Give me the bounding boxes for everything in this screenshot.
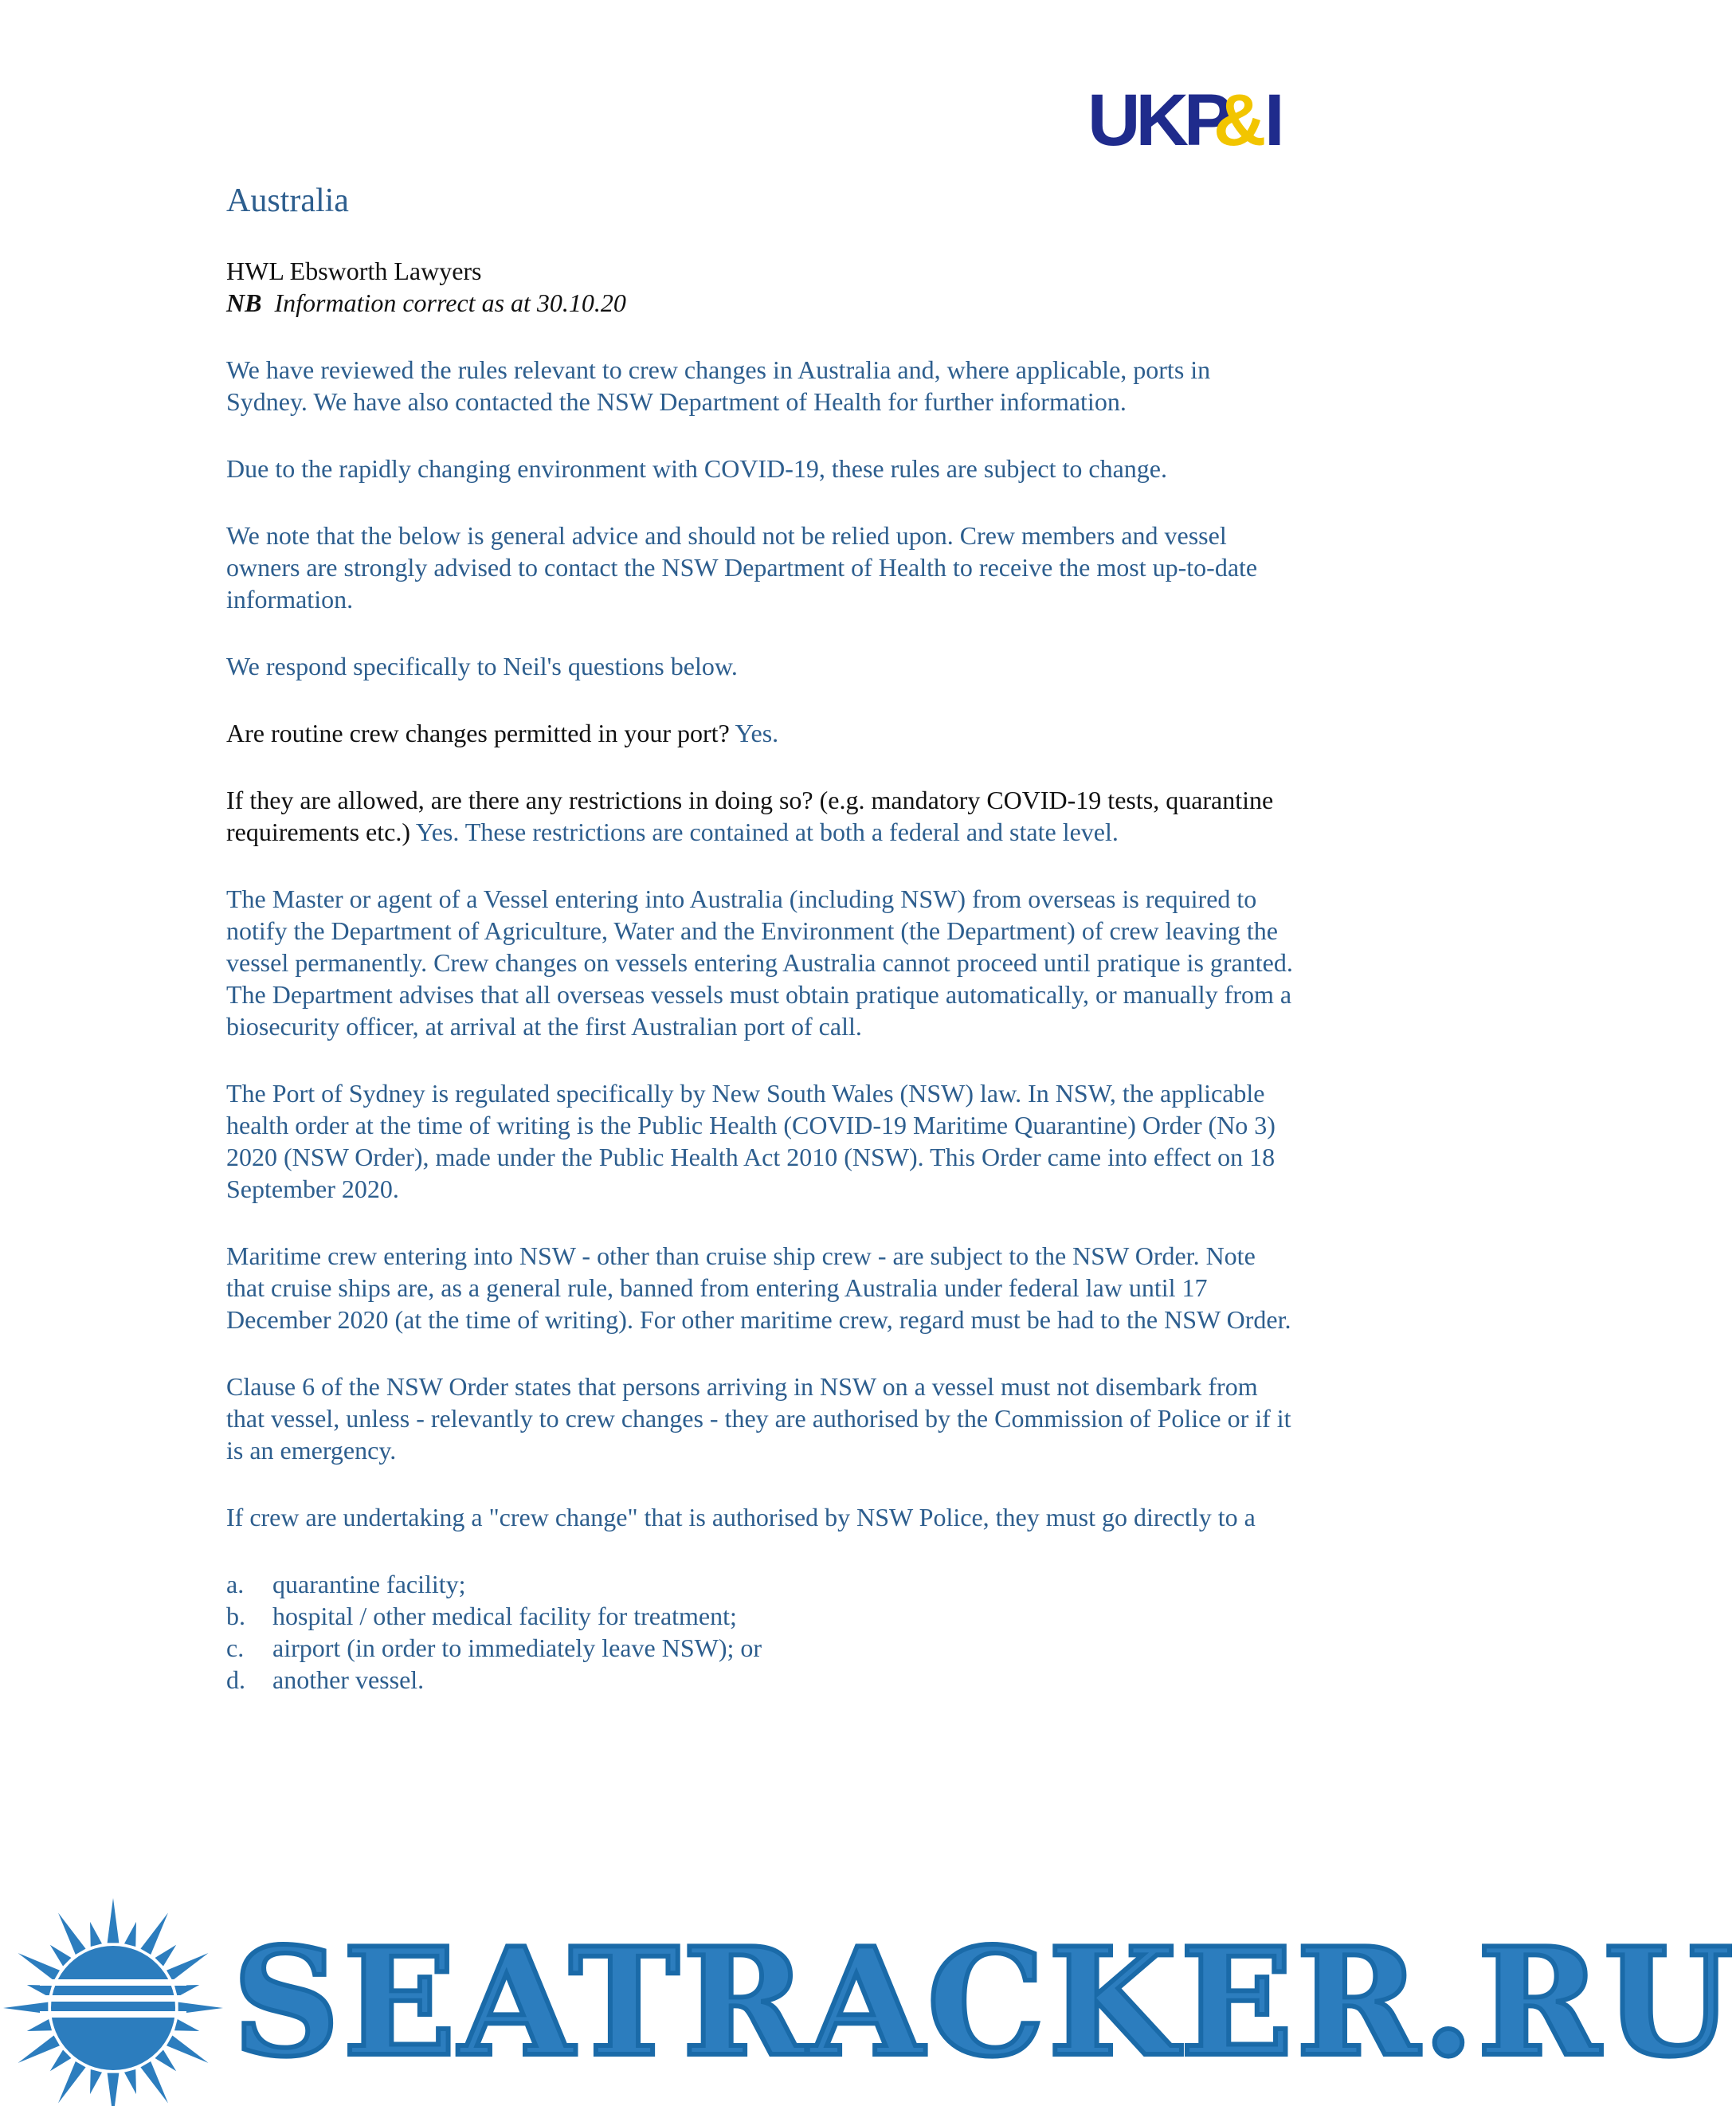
watermark [0,1896,1736,2106]
list-item-text: another vessel. [272,1665,425,1694]
sun-ray [140,2061,168,2103]
sun-ray [50,2050,72,2072]
sun-ray [108,2073,120,2106]
sun-ray [27,2019,52,2031]
paragraph-1: We have reviewed the rules relevant to crew changes in Australia and, where applicable, ports in Sydney. We have also contacted the NSW Department of Health for further information. [226,355,1211,416]
sun-icon [0,1896,227,2106]
firm-name: HWL Ebsworth Lawyers [226,257,482,285]
destination-list [226,1568,1294,1696]
sun-ray [58,2061,86,2103]
nb-line [226,287,1294,319]
paragraph-8: Clause 6 of the NSW Order states that persons arriving in NSW on a vessel must not disembark from that vessel, unless - relevantly to crew changes - they are authorised by the Commission of Police or if it is an emergency. [226,1372,1291,1465]
sun-ray [90,1922,102,1947]
paragraph-3: We note that the below is general advice and should not be relied upon. Crew members and vessel owners are strongly advised to contact the NSW Department of Health to receive the most up-to-date information. [226,521,1258,614]
sun-ray [155,1945,177,1967]
paragraph-7: Maritime crew entering into NSW - other than cruise ship crew - are subject to the NSW Order. Note that cruise ships are, as a general rule, banned from entering Australia under federal law until 17 December 2020 (at the time of writing). For other maritime crew, regard must be had to the NSW Order. [226,1241,1291,1334]
sun-ray [174,2019,199,2031]
sun-ray [27,1985,52,1997]
sun-ray [90,2069,102,2094]
logo-text-end: I [1264,80,1285,161]
paragraph-2: Due to the rapidly changing environment with COVID-19, these rules are subject to change. [226,454,1167,483]
sun-ray [174,1985,199,1997]
list-marker: b. [226,1602,245,1630]
list-marker: a. [226,1570,245,1598]
logo-text-main: UKP [1087,80,1229,161]
sun-ray [50,1945,72,1967]
sun-ray [58,1912,86,1954]
question-2 [226,784,1294,848]
list-marker: d. [226,1665,245,1694]
watermark-text: SEATRACKER.RU [233,1915,1736,2089]
question-1-text: Are routine crew changes permitted in your port? [226,719,730,747]
list-item [226,1632,1294,1664]
document-body [226,178,1294,1696]
paragraph-6: The Port of Sydney is regulated specifically by New South Wales (NSW) law. In NSW, the applicable health order at the time of writing is the Public Health (COVID-19 Maritime Quarantine) Order (No 3) 2020 (NSW Order), made under the Public Health Act 2010 (NSW). This Order came into effect on 18 September 2020. [226,1079,1276,1203]
nb-label: NB [226,288,262,317]
list-item-text: airport (in order to immediately leave NSW); or [272,1633,762,1662]
sun-ray [18,1953,59,1981]
sun-ray [124,2069,136,2094]
sun-ray [167,1953,208,1981]
list-marker: c. [226,1633,245,1662]
ukpi-logo [1087,80,1287,159]
question-2-text: If they are allowed, are there any restrictions in doing so? (e.g. mandatory COVID-19 tests, quarantine requirements etc.) [226,786,1274,846]
paragraph-4: We respond specifically to Neil's questions below. [226,652,738,680]
nb-text: Information correct as at 30.10.20 [274,288,626,317]
list-item-text: hospital / other medical facility for treatment; [272,1602,737,1630]
answer-1-text: Yes. [735,719,779,747]
sun-ray [108,1898,120,1943]
sun-ray [167,2035,208,2063]
page-title: Australia [226,182,349,219]
paragraph-9: If crew are undertaking a "crew change" that is authorised by NSW Police, they must go directly to a [226,1503,1256,1531]
question-1 [226,717,1294,749]
answer-2-text: Yes. These restrictions are contained at both a federal and state level. [415,818,1119,846]
list-item [226,1664,1294,1696]
sun-ray [155,2050,177,2072]
sun-ray [18,2035,59,2063]
list-item [226,1600,1294,1632]
list-item-text: quarantine facility; [272,1570,466,1598]
paragraph-5: The Master or agent of a Vessel entering into Australia (including NSW) from overseas is required to notify the Department of Agriculture, Water and the Environment (the Department) of crew leaving the vessel permanently. Crew changes on vessels entering Australia cannot proceed until pratique is granted. The Department advises that all overseas vessels must obtain pratique automatically, or manually from a biosecurity officer, at arrival at the first Australian port of call. [226,884,1293,1041]
logo-text-amp: & [1213,80,1267,161]
sun-ray [124,1922,136,1947]
list-item [226,1568,1294,1600]
sun-ray [140,1912,168,1954]
